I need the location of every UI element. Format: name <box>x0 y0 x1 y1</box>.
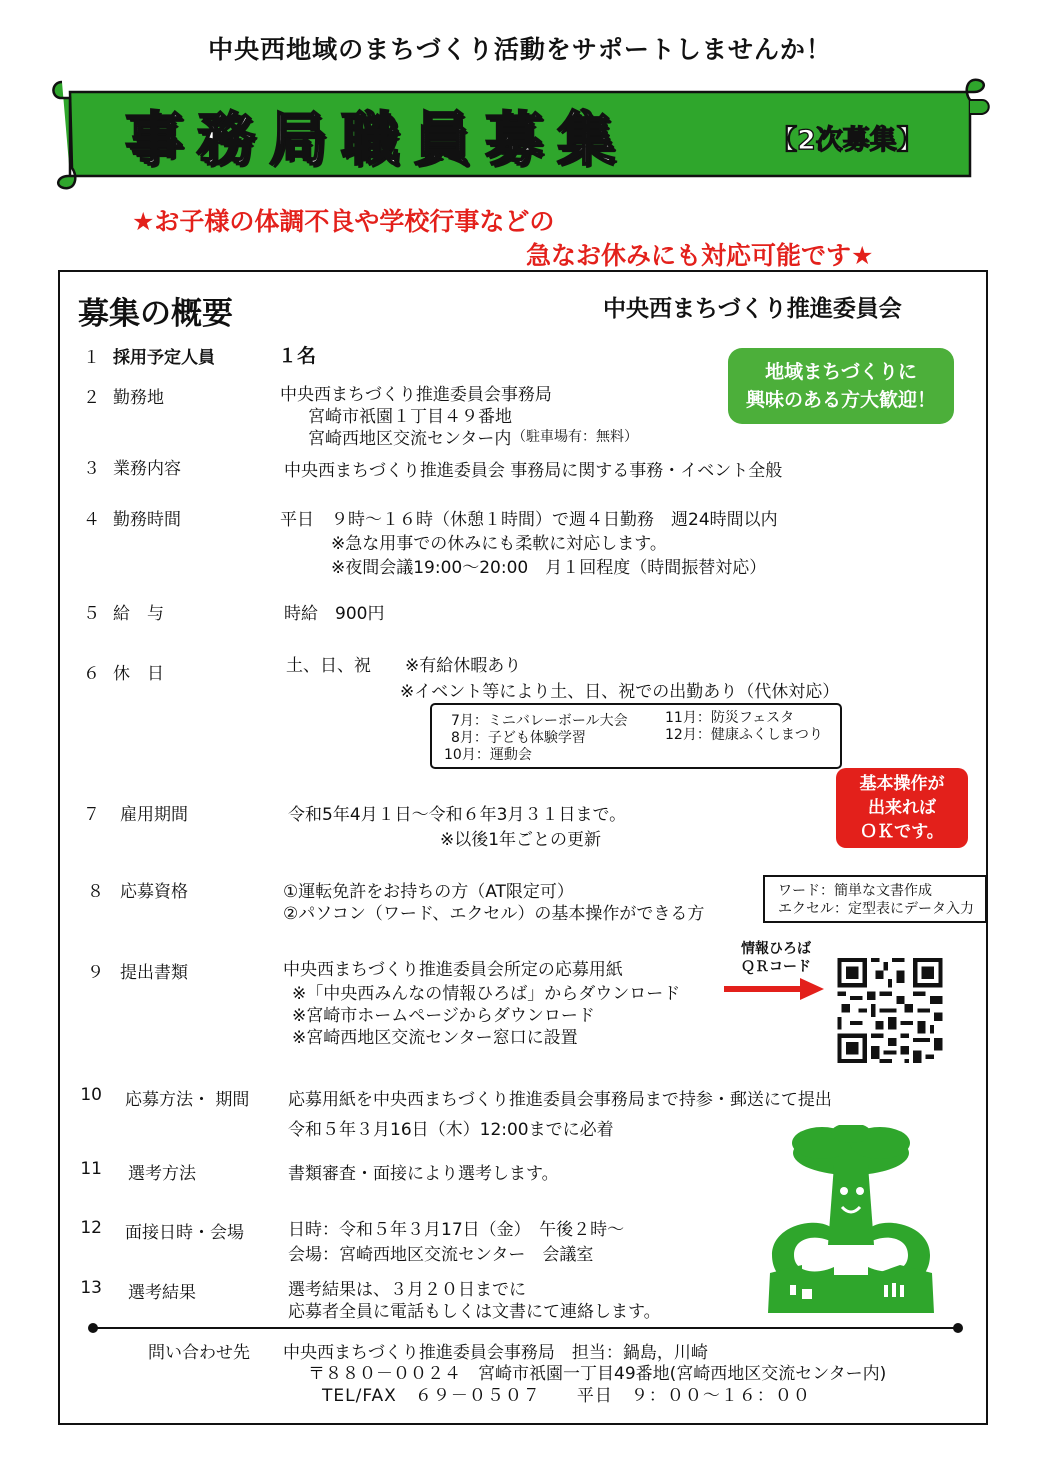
item-value: 会場：宮崎西地区交流センター 会議室 <box>288 1245 594 1265</box>
welcome-callout <box>728 348 954 424</box>
item-value: ※宮崎市ホームページからダウンロード <box>292 1006 595 1026</box>
item-label: 採用予定人員 <box>113 348 215 368</box>
item-label: 勤務時間 <box>113 510 181 530</box>
item-number: ７ <box>83 805 100 825</box>
footer-divider <box>95 1327 957 1329</box>
item-value: ②パソコン（ワード、エクセル）の基本操作ができる方 <box>283 904 705 924</box>
item-label: 提出書類 <box>120 963 188 983</box>
item-number: ５ <box>83 604 100 624</box>
page-subtitle: 【2次募集】 <box>770 125 924 156</box>
item-label: 選考結果 <box>128 1283 196 1303</box>
item-value: 応募者全員に電話もしくは文書にて連絡します。 <box>288 1302 661 1322</box>
section-title: 募集の概要 <box>78 296 233 332</box>
item-value: 宮崎西地区交流センター内 <box>308 429 512 449</box>
item-value: 令和５年３月16日（木）12:00までに必着 <box>288 1120 614 1140</box>
item-number: ３ <box>83 459 100 479</box>
item-label: 休 日 <box>113 664 164 684</box>
item-number: 10 <box>80 1085 102 1105</box>
welcome-line2: 興味のある方大歓迎！ <box>745 389 936 411</box>
event-item: 8月：子ども体験学習 <box>451 730 586 746</box>
item-value: 中央西まちづくり推進委員会所定の応募用紙 <box>283 960 623 980</box>
item-label: 勤務地 <box>113 388 164 408</box>
item-number: 11 <box>80 1159 102 1179</box>
item-value: 応募用紙を中央西まちづくり推進委員会事務局まで持参・郵送にて提出 <box>288 1090 832 1110</box>
item-number: ８ <box>87 882 104 902</box>
footer-dot <box>953 1323 963 1333</box>
item-number: ２ <box>83 388 100 408</box>
contact-label: 問い合わせ先 <box>148 1343 250 1363</box>
item-value: 日時：令和５年３月17日（金） 午後２時～ <box>288 1220 625 1240</box>
item-label: 応募資格 <box>120 882 188 902</box>
item-value: ※夜間会議19:00～20:00 月１回程度（時間振替対応） <box>331 558 767 578</box>
item-value: １名 <box>278 345 317 367</box>
item-label: 業務内容 <box>113 459 181 479</box>
basic-ops-line2: 出来れば <box>868 798 936 818</box>
event-item: 12月：健康ふくしまつり <box>665 727 823 743</box>
basic-ops-line1: 基本操作が <box>859 774 945 794</box>
item-value: 中央西まちづくり推進委員会事務局 <box>280 385 552 405</box>
flex-note-line1: ★お子様の体調不良や学校行事などの <box>132 207 555 236</box>
tagline: 中央西地域のまちづくり活動をサポートしませんか！ <box>208 35 832 64</box>
item-value: ①運転免許をお持ちの方（AT限定可） <box>283 882 574 902</box>
event-item: 7月：ミニバレーボール大会 <box>451 713 628 729</box>
flex-note-line2: 急なお休みにも対応可能です★ <box>526 241 874 270</box>
event-item: 11月：防災フェスタ <box>665 710 795 726</box>
item-value: 選考結果は、３月２０日までに <box>288 1280 526 1300</box>
red-arrow-icon <box>724 978 824 1000</box>
item-value: ※「中央西みんなの情報ひろば」からダウンロード <box>292 984 681 1004</box>
qr-label <box>736 940 816 976</box>
item-value: ※以後1年ごとの更新 <box>440 830 602 850</box>
item-number: １ <box>83 348 100 368</box>
qr-label-line2: ＱＲコード <box>741 959 811 975</box>
item-label: 選考方法 <box>128 1164 196 1184</box>
item-value: ※宮崎西地区交流センター窓口に設置 <box>292 1028 578 1048</box>
qr-code-icon[interactable] <box>835 958 945 1063</box>
organization-name: 中央西まちづくり推進委員会 <box>603 296 902 322</box>
contact-tel: TEL/FAX ６９－０５０７ 平日 ９：００～１６：００ <box>322 1386 811 1406</box>
contact-address: 〒８８０－００２４ 宮崎市祇園一丁目49番地(宮崎西地区交流センター内) <box>308 1364 887 1384</box>
item-value: 書類審査・面接により選考します。 <box>288 1164 559 1184</box>
basic-ops-callout <box>836 768 968 848</box>
welcome-line1: 地域まちづくりに <box>765 361 917 383</box>
parking-note: （駐車場有：無料） <box>512 429 638 445</box>
item-label: 給 与 <box>113 604 164 624</box>
basic-ops-line3: ＯＫです。 <box>860 822 944 842</box>
item-label: 面接日時・会場 <box>125 1223 244 1243</box>
contact-office: 中央西まちづくり推進委員会事務局 担当：鍋島，川崎 <box>283 1343 708 1363</box>
item-value: 時給 900円 <box>284 604 385 624</box>
item-number: 12 <box>80 1218 102 1238</box>
item-value: ※イベント等により土、日、祝での出勤あり（代休対応） <box>400 682 840 702</box>
item-value: 中央西まちづくり推進委員会 事務局に関する事務・イベント全般 <box>284 461 783 481</box>
item-number: 13 <box>80 1278 102 1298</box>
item-number: ６ <box>83 664 100 684</box>
item-number: ９ <box>87 963 104 983</box>
pc-skill: ワード：簡単な文書作成 <box>778 883 932 899</box>
item-number: ４ <box>83 510 100 530</box>
item-value: 令和5年4月１日～令和６年3月３１日まで。 <box>288 805 627 825</box>
event-item: 10月：運動会 <box>444 747 532 763</box>
item-value: 宮崎市祇園１丁目４９番地 <box>308 407 512 427</box>
item-value: 土、日、祝 ※有給休暇あり <box>286 656 522 676</box>
item-value: 平日 ９時～１６時（休憩１時間）で週４日勤務 週24時間以内 <box>280 510 778 530</box>
item-value: ※急な用事での休みにも柔軟に対応します。 <box>331 534 667 554</box>
item-label: 応募方法・ 期間 <box>125 1090 250 1110</box>
qr-label-line1: 情報ひろば <box>741 941 811 957</box>
item-label: 雇用期間 <box>120 805 188 825</box>
pc-skill: エクセル：定型表にデータ入力 <box>778 901 974 917</box>
page-title: 事務局職員募集 <box>125 105 630 173</box>
palm-tree-mascot-icon <box>762 1125 940 1313</box>
